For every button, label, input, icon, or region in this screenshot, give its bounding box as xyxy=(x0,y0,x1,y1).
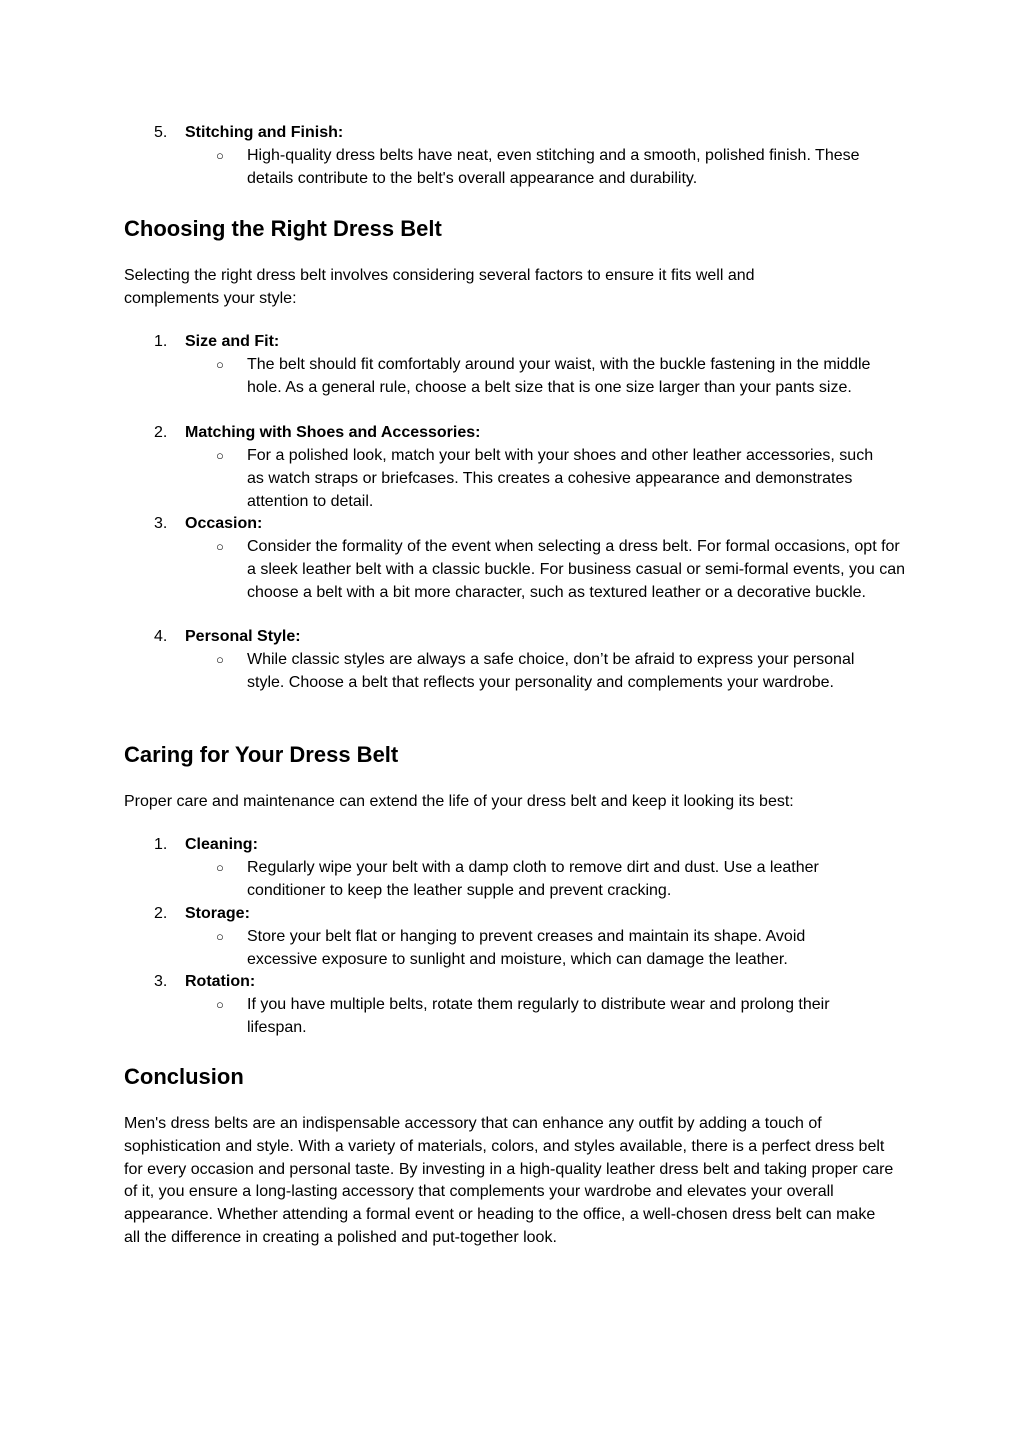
list-item-text: Regularly wipe your belt with a damp cloth to remove dirt and dust. Use a leather conditioner to keep the leather supple and prevent cracking. xyxy=(247,859,819,899)
list-item-text: For a polished look, match your belt with your shoes and other leather accessories, such as watch straps or briefcases. This creates a cohesive appearance and demonstrates attention to detail. xyxy=(247,447,874,510)
section-intro: Selecting the right dress belt involves considering several factors to ensure it fits well and complements your style: xyxy=(124,267,755,307)
bullet-icon: ○ xyxy=(216,860,224,875)
bullet-icon: ○ xyxy=(216,997,224,1012)
conclusion-text: Men's dress belts are an indispensable accessory that can enhance any outfit by adding a touch of sophistication and style. With a variety of materials, colors, and styles available, there is a perfect dress belt for every occasion and personal taste. By investing in a high-quality leather dress belt and taking proper care of it, you ensure a long-lasting accessory that complements your wardrobe and elevates your overall appearance. Whether attending a formal event or heading to the office, a well-chosen dress belt can make all the difference in creating a polished and put-together look. xyxy=(124,1115,894,1246)
bullet-icon: ○ xyxy=(216,357,224,372)
list-number: 5. xyxy=(154,124,168,141)
list-item-text: Store your belt flat or hanging to prevent creases and maintain its shape. Avoid excessive exposure to sunlight and moisture, which can damage the leather. xyxy=(247,928,806,968)
section-intro: Proper care and maintenance can extend the life of your dress belt and keep it looking its best: xyxy=(124,793,794,810)
section-heading: Caring for Your Dress Belt xyxy=(124,742,399,767)
section-heading: Conclusion xyxy=(124,1064,244,1089)
list-item-text: Consider the formality of the event when selecting a dress belt. For formal occasions, opt for a sleek leather belt with a classic buckle. For business casual or semi-formal events, you can choose a belt with a bit more character, such as textured leather or a decorative buckle. xyxy=(247,538,906,601)
list-number: 3. xyxy=(154,515,168,532)
bullet-icon: ○ xyxy=(216,148,224,163)
list-item-title: Size and Fit: xyxy=(185,333,280,350)
list-number: 2. xyxy=(154,905,168,922)
list-item-title: Cleaning: xyxy=(185,836,258,853)
list-number: 2. xyxy=(154,424,168,441)
bullet-icon: ○ xyxy=(216,929,224,944)
list-number: 3. xyxy=(154,973,168,990)
bullet-icon: ○ xyxy=(216,652,224,667)
bullet-icon: ○ xyxy=(216,448,224,463)
list-item-text: The belt should fit comfortably around your waist, with the buckle fastening in the middle hole. As a general rule, choose a belt size that is one size larger than your pants size. xyxy=(247,356,871,396)
list-item-text: While classic styles are always a safe choice, don’t be afraid to express your personal style. Choose a belt that reflects your personality and complements your wardrobe. xyxy=(247,651,855,691)
list-item-title: Matching with Shoes and Accessories: xyxy=(185,424,481,441)
list-item-title: Storage: xyxy=(185,905,250,922)
list-item-title: Rotation: xyxy=(185,973,256,990)
list-number: 1. xyxy=(154,333,168,350)
list-number: 1. xyxy=(154,836,168,853)
list-item-title: Personal Style: xyxy=(185,628,301,645)
section-heading: Choosing the Right Dress Belt xyxy=(124,216,442,241)
list-item-text: High-quality dress belts have neat, even stitching and a smooth, polished finish. These details contribute to the belt's overall appearance and durability. xyxy=(247,147,860,187)
list-number: 4. xyxy=(154,628,168,645)
bullet-icon: ○ xyxy=(216,539,224,554)
list-item-text: If you have multiple belts, rotate them regularly to distribute wear and prolong their lifespan. xyxy=(247,996,830,1036)
list-item-title: Occasion: xyxy=(185,515,263,532)
list-item-title: Stitching and Finish: xyxy=(185,124,344,141)
